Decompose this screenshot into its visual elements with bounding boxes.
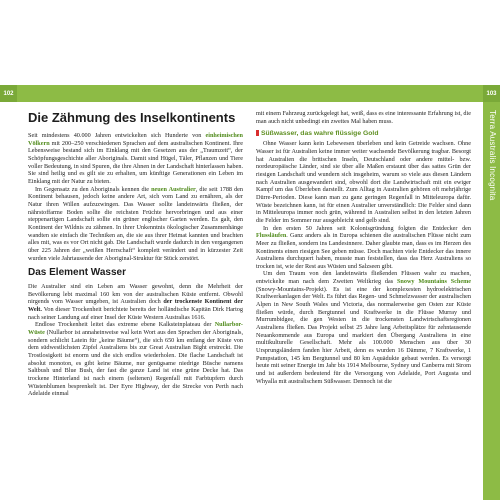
page-number-right: 103 bbox=[483, 85, 500, 102]
paragraph: Im Gegensatz zu den Aboriginals kennen die neuen Australier, die seit 1788 den Kontinent behausen, jedoch keine andere Art, sich vom Land zu ernähren, als der Natur ihren Willen aufzuzwingen. Das Wasser sollte landeinwärts fließen, der nährstoffarme Boden sollte die reichsten Früchte hervorbringen und aus einer steppenartigen Landschaft sollte ein grüner englischer Garten werden. Es galt, den Kontinent der Wildnis zu zähmen. In ihrer Unkenntnis ökologischer Zusammenhänge wandten sie einfach die Techniken an, die sie aus ihrer Heimat kannten und brachten alles mit, was es vor Ort nicht gab. Die Landschaft wurde dadurch in den vergangenen über 225 Jahren der „weißen Herrschaft“ komplett verändert und in kürzester Zeit wurden viele Jahrtausende der Aboriginal-Struktur für Stück zerstört. bbox=[28, 185, 244, 262]
paragraph: In den ersten 50 Jahren seit Kolonisgründung folgten die Entdecker den Flussläufen. Ganz anders als in Europa schienen die australischen Flüsse nicht zum Meer zu fließen, sondern ins Landesinnere. Daher glaubte man, dass es im Herzen des Kontinents einen riesigen See geben müsse. Doch machten viele Entdecker das innere Australiens durchquert haben, musste man feststellen, dass das Herz Australiens so trocken ist, wie der Rest aus Wüsten und Salzseen gibt. bbox=[256, 224, 471, 270]
section-heading: Das Element Wasser bbox=[28, 267, 127, 279]
side-title: Terra Australis Incognita bbox=[488, 110, 497, 201]
emphasis: einheimischen Völkern bbox=[28, 132, 243, 147]
paragraph: Seit mindestens 40.000 Jahren entwickelten sich Hunderte von einheimischen Völkern mit 200–250 verschiedenen Sprachen auf dem australischen Kontinent. Ihre Lebensweise bestand sich im Einklang mit den Gesetzen aus der „Traumzeit“, der Schöpfungsgeschichte aller Aboriginals. Damit sind Hügel, Täler, Pflanzen und Tiere voller Bedeutung, in sind Spuren, die ihre Ahnen in der Landschaft hinterlassen haben. Sie sind heilig und es gilt sie zu erhalten, um künftige Generationen ein Leben im Einklang mit der Natur zu bieten. bbox=[28, 132, 243, 185]
page-title: Die Zähmung des Inselkontinents bbox=[28, 110, 236, 125]
right-column bbox=[256, 110, 471, 385]
left-column bbox=[28, 110, 243, 398]
emphasis: neuen Australier bbox=[151, 185, 196, 193]
emphasis: Flussläufen bbox=[256, 232, 287, 240]
page-number-left: 102 bbox=[0, 85, 17, 102]
emphasis: der trockenste Kontinent der Welt. bbox=[28, 298, 243, 314]
paragraph: Um den Traum von den landeinwärts fließenden Flüssen wahr zu machen, entwickelte man nach dem Zweiten Weltkrieg das Snowy Mountains Scheme (Snowy-Mountains-Projekt). Es ist eine der komplexesten hydroelektrischen Kraftwerkanlagen der Welt. Es führt das Regen- und Schmelzwasser der australischen Alpen in New South Wales und Victoria, das normalerweise gen Osten zur Küste fließen würde, durch Bergtunnel und Kraftwerke in die Flüsse Murray und Murrumbidgee, die gen Westen in die trockensten Landwirtschaftsregionen Australiens fließen. Das Projekt selbst 25 Jahre lang Arbeitsplätze für zehntausende Neuankommende aus Europa und markiert den Übergang Australiens in eine multikulturelle Gesellschaft. Mehr als 100.000 Menschen aus über 30 Ursprungsländern fanden hier Arbeit, denn es wurden 16 Dämme, 7 Kraftwerke, 1 Pumpstation, 145 km Bergtunnel und 80 km Aquädukte gebaut werden. Es versorgt heute mit seiner Energie im Jahr bis 1914 Melbourne, Sydney und Canberra mit Strom und ist außerdem bedeutend für die Versorgung von Adelaide, Port Augusta und Whyalla mit australischem Süßwasser. Dennoch ist die bbox=[256, 270, 472, 385]
marker-icon bbox=[256, 130, 259, 136]
paragraph: mit einem Fahrzeug zurückgelegt hat, weiß, dass es eine interessante Erfahrung ist, die man auch nicht unbedingt ein zweites Mal haben muss. bbox=[256, 110, 471, 125]
paragraph: Endlose Trockenheit leitet das extreme ebene Kalksteinplateau der Nullarbor-Wüste (Nullarbor ist annaheinweise wal kein Wort aus den Sprachen der Aboriginals, sondern schlicht Latein für „keine Bäume“), die sich 650 km entlang der Küste von dem südwestlichsten Zipfel Australiens bis zur Great Australian Bight erstreckt. Die Trostlosigkeit ist enorm und die sich endlos wiederholen. Die flache Landschaft ist absolut monoton, es gibt keine Bäume, nur genügsame niedrige Büsche namens Saltbush und Blue Bush, der fast die ganze Land ist eine grüne Decke hat. Das trockene Hinterland ist nach einem (seltenen) Regenfall mit Farbtupfern durch Wüstenblumen besprenkelt ist. Der Eyre Highway, der die Strecke von Perth nach Adelaide einmal bbox=[28, 321, 243, 398]
header-band bbox=[0, 85, 500, 102]
emphasis: Snowy Mountains Scheme bbox=[396, 278, 472, 286]
subsection-heading: Süßwasser, das wahre flüssige Gold bbox=[256, 130, 471, 138]
paragraph: Die Australier sind ein Leben am Wasser gewohnt, denn die Mehrheit der Bevölkerung lebt maximal 160 km von der australischen Küste entfernt. Obwohl nirgends vom Wasser umgeben, ist Australien doch der trockenste Kontinent der Welt. Von dieser Trockenheit berichtete bereits der holländische Kapitän Dirk Hartog nach seiner Landung auf einer Insel der Küste Western Australias 1616. bbox=[28, 283, 243, 321]
emphasis: Nullarbor-Wüste bbox=[28, 321, 243, 337]
paragraph: Ohne Wasser kann kein Lebewesen überleben und kein Getreide wachsen. Ohne Wasser ist für Australien keine immer weiter wachsende Bevölkerung tragbar. Besorgt hat Australien die britischen Inseln, Deutschland oder andere mittel- bzw. nordeuropäische Länder, sind sie über alle Maßen erstaunt über das sattes Grün der riesigen Landschaft und wundern sich insgeheim, warum so viele aus diesen Ländern nach Australien ausgewandert sind, obwohl dort die Landwirtschaft mit ein ewiger Kampf um das Überleben darstellt. Zum Alltag in Australien gehören oft mehrjährige Dürre-Perioden. Diese kann man zu ganz geringen Regenfall in Mitteleuropa dafür. Wüste bezeichnen kann, ist für einen Australier unverständlich: Die Felder sind dann in Mitteleuropa immer noch grün, während in Australien selbst in den letzten Jahren die Felder im Sommer nur ausgebleicht und gelb sind. bbox=[256, 140, 471, 224]
